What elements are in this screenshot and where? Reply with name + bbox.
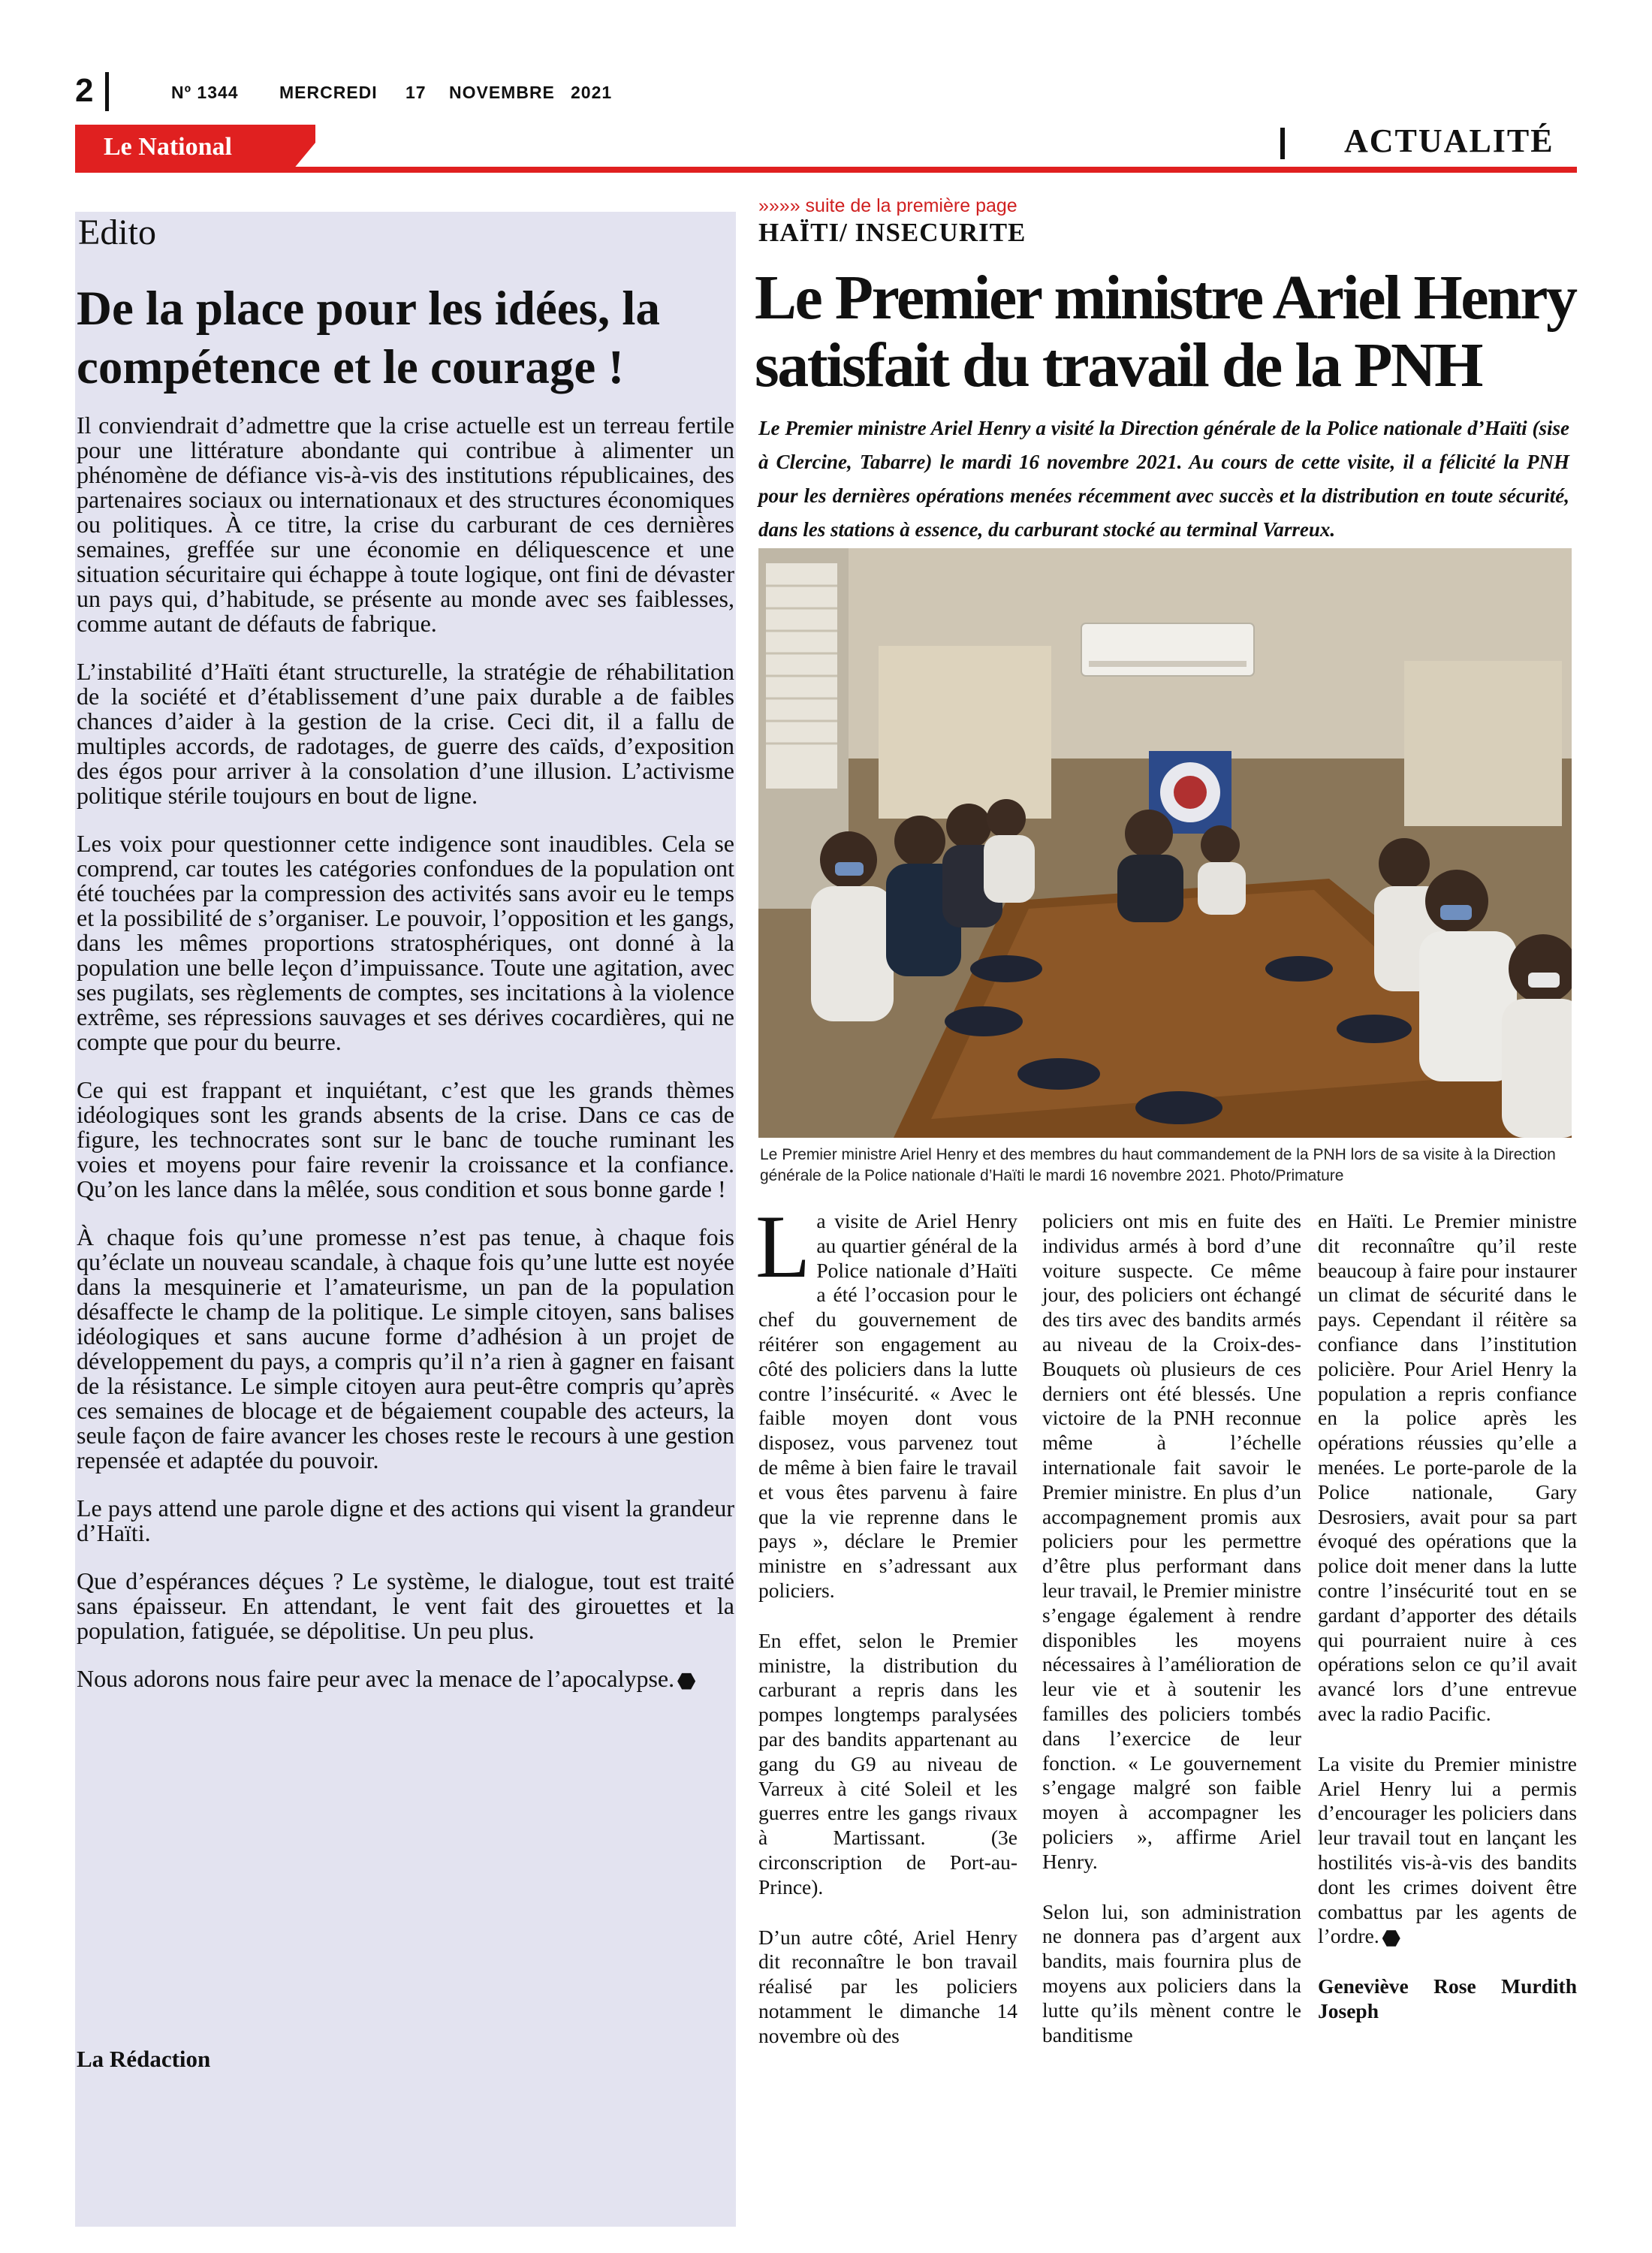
article-column-1: [755, 1196, 1017, 2074]
edito-kicker: Edito: [78, 213, 156, 252]
edito-title: De la place pour les idées, la compétence et le courage !: [77, 282, 660, 394]
end-mark-icon: [1382, 1929, 1400, 1947]
brand-logo: Le National: [104, 133, 232, 161]
date-weekday: MERCREDI: [279, 83, 378, 102]
photo-caption: Le Premier ministre Ariel Henry et des membres du haut commandement de la PNH lors de sa visite à la Direction générale de la Police nationale d’Haïti le mardi 16 novembre 2021. Photo/Primature: [760, 1146, 1556, 1184]
edito-signature: La Rédaction: [77, 2046, 211, 2072]
article-column-3: [1318, 1209, 1577, 2024]
article-column-2: [1042, 1209, 1301, 2073]
article-rubric: HAÏTI/ INSECURITE: [758, 218, 1026, 247]
header-rule: [75, 167, 1577, 173]
date-year: 2021: [571, 83, 613, 102]
end-mark-icon: [677, 1672, 695, 1691]
edito-paragraph: Ce qui est frappant et inquiétant, c’est que les grands thèmes idéologiques sont les grands absents de la crise. Dans ce cas de figure, les technocrates sont sur le banc de touche ruminant les voies et moyens pour faire revenir la croissance et la confiance. Qu’on les lance dans la mêlée, sous condition et sous bonne garde !: [77, 1076, 734, 1202]
edito-paragraph-last: [77, 1666, 734, 1691]
drop-cap: L: [755, 1196, 811, 1296]
edito-paragraph: Il conviendrait d’admettre que la crise actuelle est un terreau fertile pour une littérature abondante qui contribue à alimenter un phénomène de défiance vis-à-vis des institutions républicaines, des partenaires sociaux ou internationaux et des structures économiques ou politiques. À ce titre, la crise du carburant de ces dernières semaines, greffée sur une économie en déliquescence et une situation sécuritaire qui échappe à toute logique, ont fini de dévaster un pays qui, d’habitude, se présente au monde avec ses faiblesses, comme autant de défauts de fabrique.: [77, 412, 734, 637]
edito-paragraph: L’instabilité d’Haïti étant structurelle, la stratégie de réhabilitation de la société et d’établissement d’une paix durable a de faibles chances d’aider à la gestion de la crise. Ceci dit, il a fallu de multiples accords, de radotages, de guerre des caïds, d’exposition des égos pour arriver à la consolation d’une illusion. L’activisme politique stérile toujours en bout de ligne.: [77, 658, 734, 809]
article-signature: Geneviève Rose Murdith Joseph: [1318, 1974, 1577, 2022]
article-photo: [758, 548, 1572, 1138]
edito-paragraph: Les voix pour questionner cette indigence sont inaudibles. Cela se comprend, car toutes les catégories confondues de la population ont été touchées par la compression des activités sans avoir eu le temps et la possibilité de s’organiser. Le pouvoir, l’opposition et les gangs, dans les mêmes proportions stratosphériques, ont donné à la population une belle leçon d’impuissance. Toute une agitation, avec ses pugilats, ses règlements de comptes, ses incitations à la violence extrême, ses répressions sauvages et ses dérives cocardières, qui ne compte que pour du beurre.: [77, 830, 734, 1055]
article-paragraph-text: a visite de Ariel Henry au quartier général de la Police nationale d’Haïti a été l’occasion pour le chef du gouvernement de réitérer son engagement au côté des policiers dans la lutte contre l’insécurité. « Avec le faible moyen dont vous disposez, vous parvenez tout de même à bien faire le travail et vous êtes parvenu à faire que la vie reprenne dans le pays », déclare le Premier ministre en s’adressant aux policiers.: [758, 1209, 1017, 1602]
article-paragraph: En effet, selon le Premier ministre, la distribution du carburant a repris dans les pompes longtemps paralysées par des bandits appartenant au gang du G9 au niveau de Varreux à cité Soleil et les guerres entre les gangs rivaux à Martissant. (3e circonscription de Port-au-Prince).: [758, 1628, 1017, 1899]
edito-paragraph: À chaque fois qu’une promesse n’est pas tenue, à chaque fois qu’éclate un nouveau scandale, à chaque fois qu’une lutte est noyée dans la mesquinerie et l’amateurisme, un pan de la population désaffecte le champ de la politique. Le simple citoyen, sans balises idéologiques et sans aucune forme d’adhésion à un projet de développement du pays, a compris qu’il n’a rien à gagner en faisant de la résistance. Le simple citoyen aura peut-être compris qu’après ces semaines de blocage et de bégaiement coupable des acteurs, la seule façon de faire avancer les choses reste le recours à une gestion repensée et adaptée du pouvoir.: [77, 1223, 734, 1473]
continuation-note: »»»» suite de la première page: [758, 195, 1017, 216]
article-paragraph: [755, 1196, 1017, 1603]
header-divider: [105, 72, 109, 111]
section-label: ACTUALITÉ: [1344, 122, 1554, 159]
edito-paragraph: Nous adorons nous faire peur avec la menace de l’apocalypse.: [77, 1665, 675, 1692]
edito-body: [77, 413, 734, 1715]
section-divider: [1280, 128, 1285, 159]
issue-number: Nº 1344: [171, 83, 239, 102]
article-title: Le Premier ministre Ariel Henry satisfait du travail de la PNH: [755, 263, 1576, 400]
article-paragraph: policiers ont mis en fuite des individus armés à bord d’une voiture suspecte. Ce même jour, des policiers ont échangé des tirs avec des bandits armés au niveau de la Croix-des-Bouquets où plusieurs de ces derniers ont été blessés. Une victoire de la PNH reconnue même à l’échelle internationale fait savoir le Premier ministre. En plus d’un accompagnement promis aux policiers pour les permettre d’être plus performant dans leur travail, le Premier ministre s’engage également à rendre disponibles les moyens nécessaires à l’amélioration de leur vie et à soutenir les familles des policiers tombés dans l’exercice de leur fonction. « Le gouvernement s’engage malgré son faible moyen à accompagner les policiers », affirme Ariel Henry.: [1042, 1209, 1301, 1873]
article-lead: Le Premier ministre Ariel Henry a visité la Direction générale de la Police nationale d’Haïti (sise à Clercine, Tabarre) le mardi 16 novembre 2021. Au cours de cette visite, il a félicité la PNH pour les dernières opérations menées récemment avec succès et la distribution en toute sécurité, dans les stations à essence, du carburant stocké au terminal Varreux.: [758, 417, 1569, 541]
edito-paragraph: Que d’espérances déçues ? Le système, le dialogue, tout est traité sans épaisseur. En attendant, le vent fait des girouettes et la population, fatiguée, se dépolitise. Un peu plus.: [77, 1567, 734, 1644]
article-paragraph: D’un autre côté, Ariel Henry dit reconnaître le bon travail réalisé par les policiers notamment le dimanche 14 novembre où des: [758, 1925, 1017, 2047]
page-number: 2: [75, 72, 94, 109]
article-paragraph: Selon lui, son administration ne donnera pas d’argent aux bandits, mais fournira plus de moyens aux policiers dans la lutte qu’ils mènent contre le banditisme: [1042, 1899, 1301, 2046]
date-month: NOVEMBRE: [449, 83, 555, 102]
date-day: 17: [405, 83, 427, 102]
article-paragraph-last: [1318, 1752, 1577, 1949]
article-paragraph: La visite du Premier ministre Ariel Henry lui a permis d’encourager les policiers dans leur travail tout en lançant les hostilités vis-à-vis des bandits dont les crimes doivent être combattus par les agents de l’ordre.: [1318, 1751, 1577, 1948]
article-paragraph: en Haïti. Le Premier ministre dit reconnaître qu’il reste beaucoup à faire pour instaurer un climat de sécurité dans le pays. Cependant il réitère sa confiance dans l’institution policière. Pour Ariel Henry la population a repris confiance en la police après les opérations réussies qu’elle a menées. Le porte-parole de la Police nationale, Gary Desrosiers, avait pour sa part évoqué des opérations que la police doit mener dans la lutte contre l’insécurité tout en se gardant d’apporter des détails qui pourraient nuire à ces opérations selon ce qu’il avait avancé lors d’une entrevue avec la radio Pacific.: [1318, 1209, 1577, 1725]
edito-paragraph: Le pays attend une parole digne et des actions qui visent la grandeur d’Haïti.: [77, 1494, 734, 1546]
